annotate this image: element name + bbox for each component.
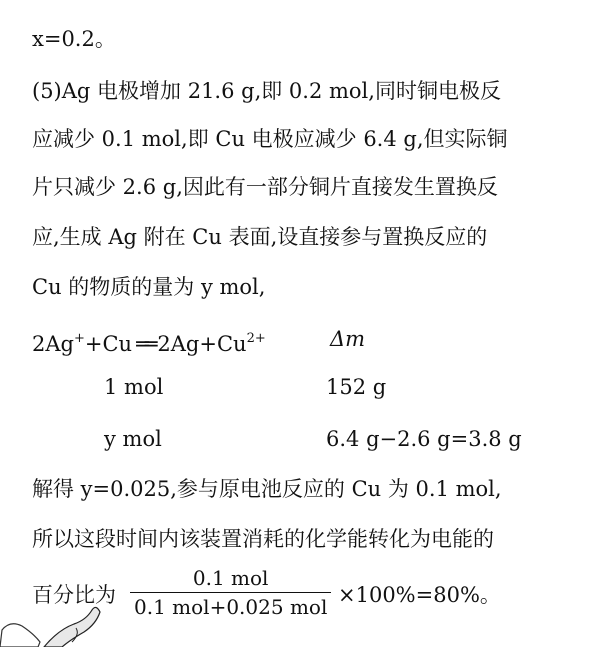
efficiency-fraction: [130, 566, 331, 619]
ratio-row2-right: 6.4 g−2.6 g=3.8 g: [326, 427, 522, 451]
eq-reactant-cu: +Cu: [84, 332, 133, 356]
text-line-2: (5)Ag 电极增加 21.6 g,即 0.2 mol,同时铜电极反: [32, 79, 501, 103]
eq-products: 2Ag+Cu: [157, 332, 247, 356]
eq-reactant-ag: 2Ag: [32, 332, 74, 356]
answer-line-x: x=0.2。: [32, 27, 116, 51]
percentage-result: ×100%=80%。: [338, 583, 501, 607]
ratio-row2-left: y mol: [104, 427, 162, 451]
eq-ag-charge: +: [73, 331, 85, 346]
ratio-row1-left: 1 mol: [104, 375, 164, 399]
text-line-3: 应减少 0.1 mol,即 Cu 电极应减少 6.4 g,但实际铜: [32, 127, 508, 151]
scan-artifact-icon: [0, 590, 110, 647]
eq-arrow: ══: [136, 332, 154, 356]
text-line-6: Cu 的物质的量为 y mol,: [32, 275, 266, 299]
fraction-denominator: 0.1 mol+0.025 mol: [134, 595, 328, 619]
fraction-numerator: 0.1 mol: [130, 566, 331, 593]
text-line-10: 解得 y=0.025,参与原电池反应的 Cu 为 0.1 mol,: [32, 477, 502, 501]
text-line-4: 片只减少 2.6 g,因此有一部分铜片直接发生置换反: [32, 175, 498, 199]
eq-delta-m: Δm: [330, 327, 366, 351]
text-line-5: 应,生成 Ag 附在 Cu 表面,设直接参与置换反应的: [32, 225, 488, 249]
eq-cu-charge: 2+: [246, 331, 266, 346]
reaction-equation: [32, 324, 366, 359]
percentage-lead: 百分比为: [32, 583, 116, 607]
text-line-11: 所以这段时间内该装置消耗的化学能转化为电能的: [32, 527, 494, 551]
ratio-row1-right: 152 g: [326, 375, 387, 399]
